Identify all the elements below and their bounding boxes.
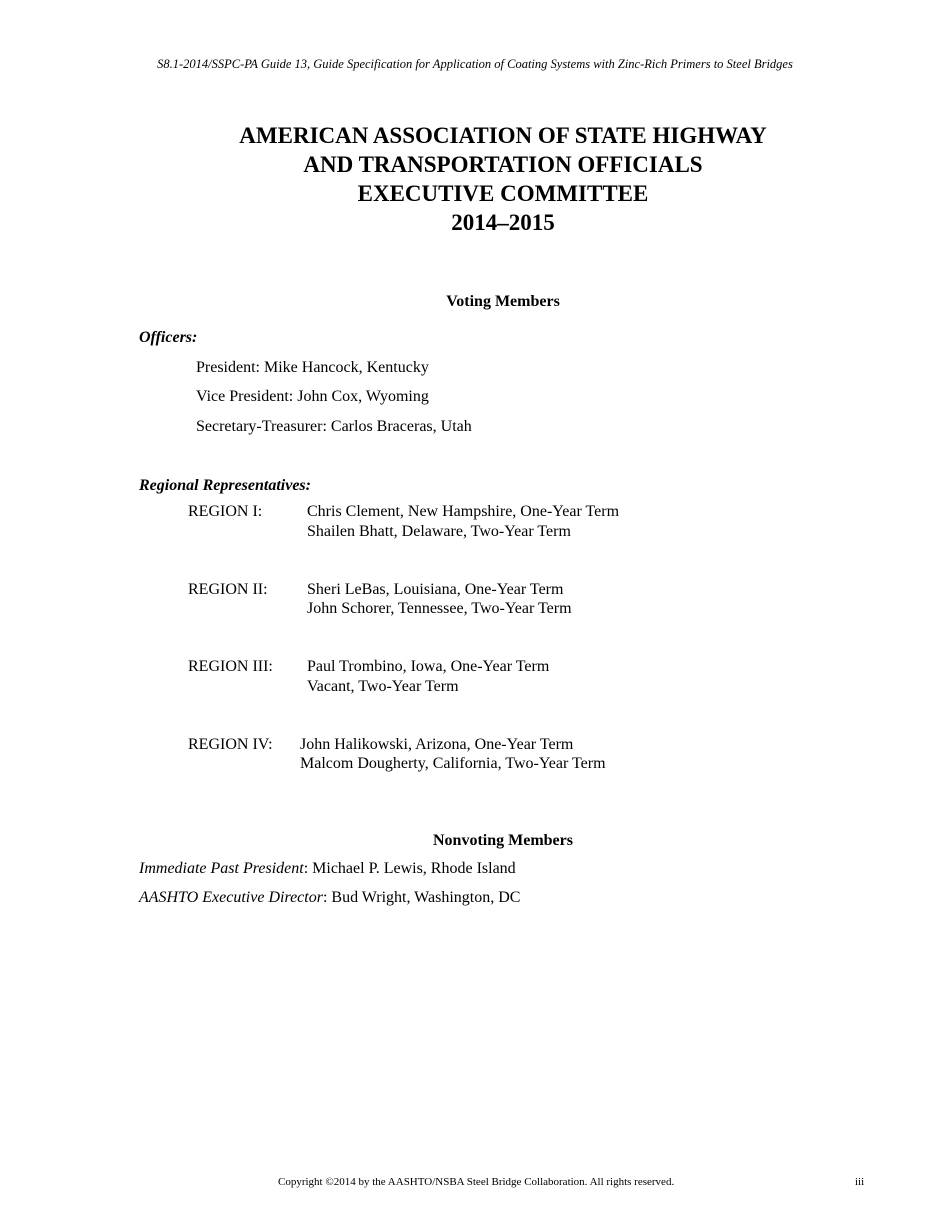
nonvoting-value: : Michael P. Lewis, Rhode Island: [303, 860, 516, 877]
region-member: Shailen Bhatt, Delaware, Two-Year Term: [307, 523, 571, 540]
title-line: EXECUTIVE COMMITTEE: [357, 181, 649, 206]
region-member: Chris Clement, New Hampshire, One-Year Term: [307, 503, 620, 520]
running-header: S8.1-2014/SSPC-PA Guide 13, Guide Specification for Application of Coating Systems with Zinc-Rich Primers to Steel Bridges: [157, 57, 793, 71]
nonvoting-member: [139, 860, 516, 878]
page-title: [0, 121, 950, 237]
nonvoting-members-heading: Nonvoting Members: [433, 832, 573, 849]
title-line: 2014–2015: [451, 210, 555, 235]
region-label: REGION IV:: [188, 736, 273, 753]
region-member: Sheri LeBas, Louisiana, One-Year Term: [307, 581, 564, 598]
officers-label: Officers:: [139, 329, 198, 346]
voting-members-heading: Voting Members: [446, 293, 560, 310]
region-member: Paul Trombino, Iowa, One-Year Term: [307, 658, 550, 675]
region-member: Vacant, Two-Year Term: [307, 678, 459, 695]
region-member: John Halikowski, Arizona, One-Year Term: [300, 736, 574, 753]
title-line: AND TRANSPORTATION OFFICIALS: [303, 152, 703, 177]
nonvoting-role: AASHTO Executive Director: [139, 889, 323, 906]
nonvoting-role: Immediate Past President: [139, 860, 304, 877]
region-label: REGION III:: [188, 658, 273, 675]
officer-vice-president: Vice President: John Cox, Wyoming: [196, 388, 429, 405]
region-member: John Schorer, Tennessee, Two-Year Term: [307, 600, 572, 617]
page-number: iii: [855, 1176, 865, 1188]
region-label: REGION I:: [188, 503, 263, 520]
officer-president: President: Mike Hancock, Kentucky: [196, 359, 429, 376]
region-member: Malcom Dougherty, California, Two-Year Term: [300, 755, 606, 772]
officer-secretary-treasurer: Secretary-Treasurer: Carlos Braceras, Utah: [196, 418, 472, 435]
nonvoting-member: [139, 889, 520, 907]
nonvoting-value: : Bud Wright, Washington, DC: [322, 889, 521, 906]
regional-representatives-label: Regional Representatives:: [139, 477, 311, 494]
title-line: AMERICAN ASSOCIATION OF STATE HIGHWAY: [239, 123, 767, 148]
region-label: REGION II:: [188, 581, 268, 598]
copyright-footer: Copyright ©2014 by the AASHTO/NSBA Steel Bridge Collaboration. All rights reserved.: [278, 1176, 675, 1188]
